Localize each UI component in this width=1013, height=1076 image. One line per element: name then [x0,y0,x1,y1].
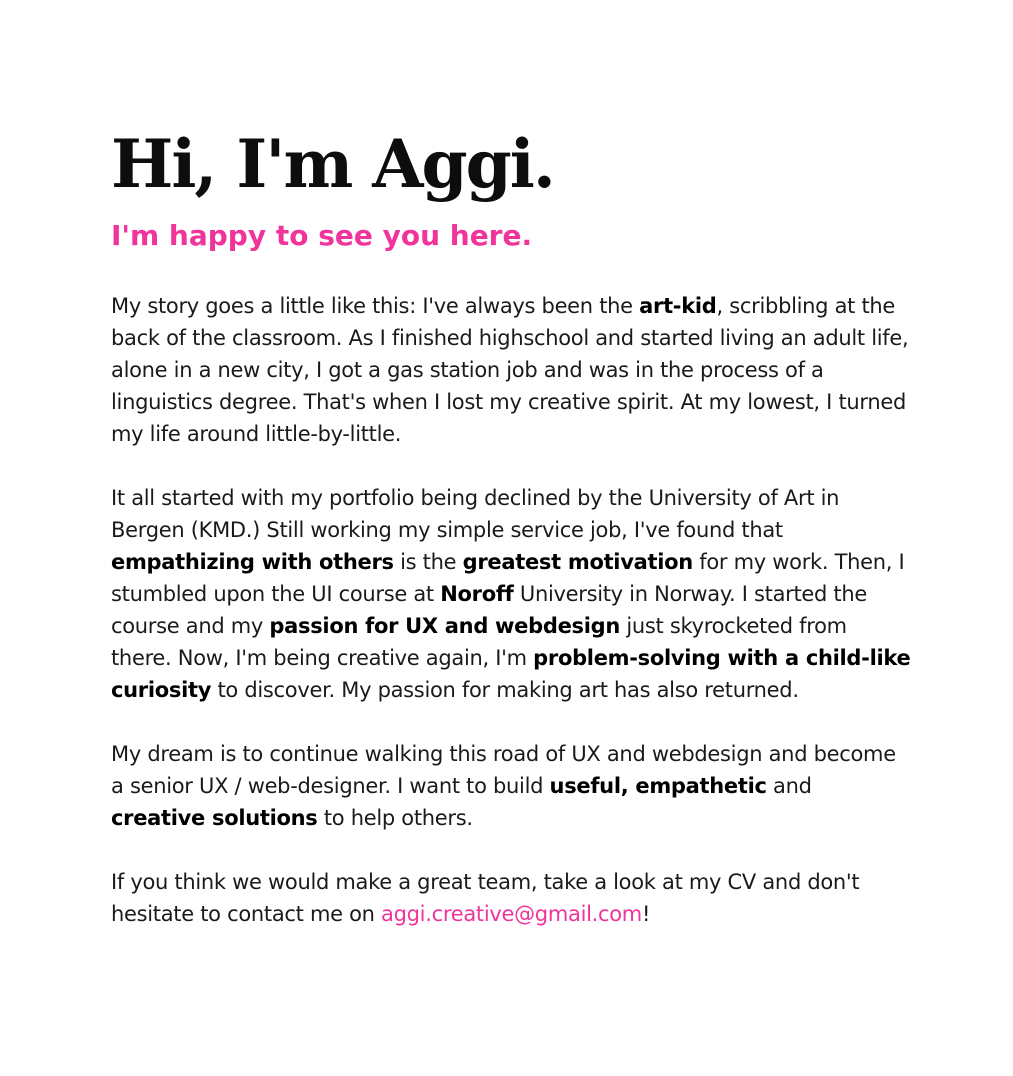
dream-text-3: to help others. [317,806,473,830]
contact-paragraph [111,866,911,930]
page-subtitle: I'm happy to see you here. [111,219,533,252]
journey-text-2: is the [393,550,463,574]
contact-text-1: If you think we would make a great team, take a look at my CV and don't hesitate to contact me on [111,870,860,926]
highlight-creative-solutions: creative solutions [111,806,318,830]
journey-text-1: It all started with my portfolio being declined by the University of Art in Bergen (KMD.) Still working my simple service job, I've found that [111,486,840,542]
highlight-useful-empathetic: useful, empathetic [549,774,767,798]
story-paragraph [111,290,911,450]
journey-text-4: University in Norway. I started the course and my [111,582,867,638]
highlight-problem-solving: problem-solving with a child-like curiosity [111,646,911,702]
page-title: Hi, I'm Aggi. [111,125,554,203]
highlight-passion: passion for UX and webdesign [269,614,620,638]
journey-text-5: just skyrocketed from there. Now, I'm being creative again, I'm [111,614,847,670]
highlight-empathizing: empathizing with others [111,550,394,574]
contact-text-2: ! [641,902,651,926]
journey-paragraph [111,482,911,706]
dream-paragraph [111,738,911,834]
story-text-1: My story goes a little like this: I've always been the [111,294,640,318]
about-section [111,124,911,930]
dream-text-1: My dream is to continue walking this road of UX and webdesign and become a senior UX / web-designer. I want to build [111,742,896,798]
story-text-2: , scribbling at the back of the classroom. As I finished highschool and started living an adult life, alone in a new city, I got a gas station job and was in the process of a linguistics degree. That's when I lost my creative spirit. At my lowest, I turned my life around little-by-little. [111,294,909,446]
journey-text-6: to discover. My passion for making art has also returned. [211,678,799,702]
highlight-noroff: Noroff [440,582,514,606]
dream-text-2: and [766,774,812,798]
highlight-art-kid: art-kid [639,294,717,318]
email-link[interactable]: aggi.creative@gmail.com [381,902,642,926]
highlight-motivation: greatest motivation [462,550,693,574]
journey-text-3: for my work. Then, I stumbled upon the UI course at [111,550,905,606]
